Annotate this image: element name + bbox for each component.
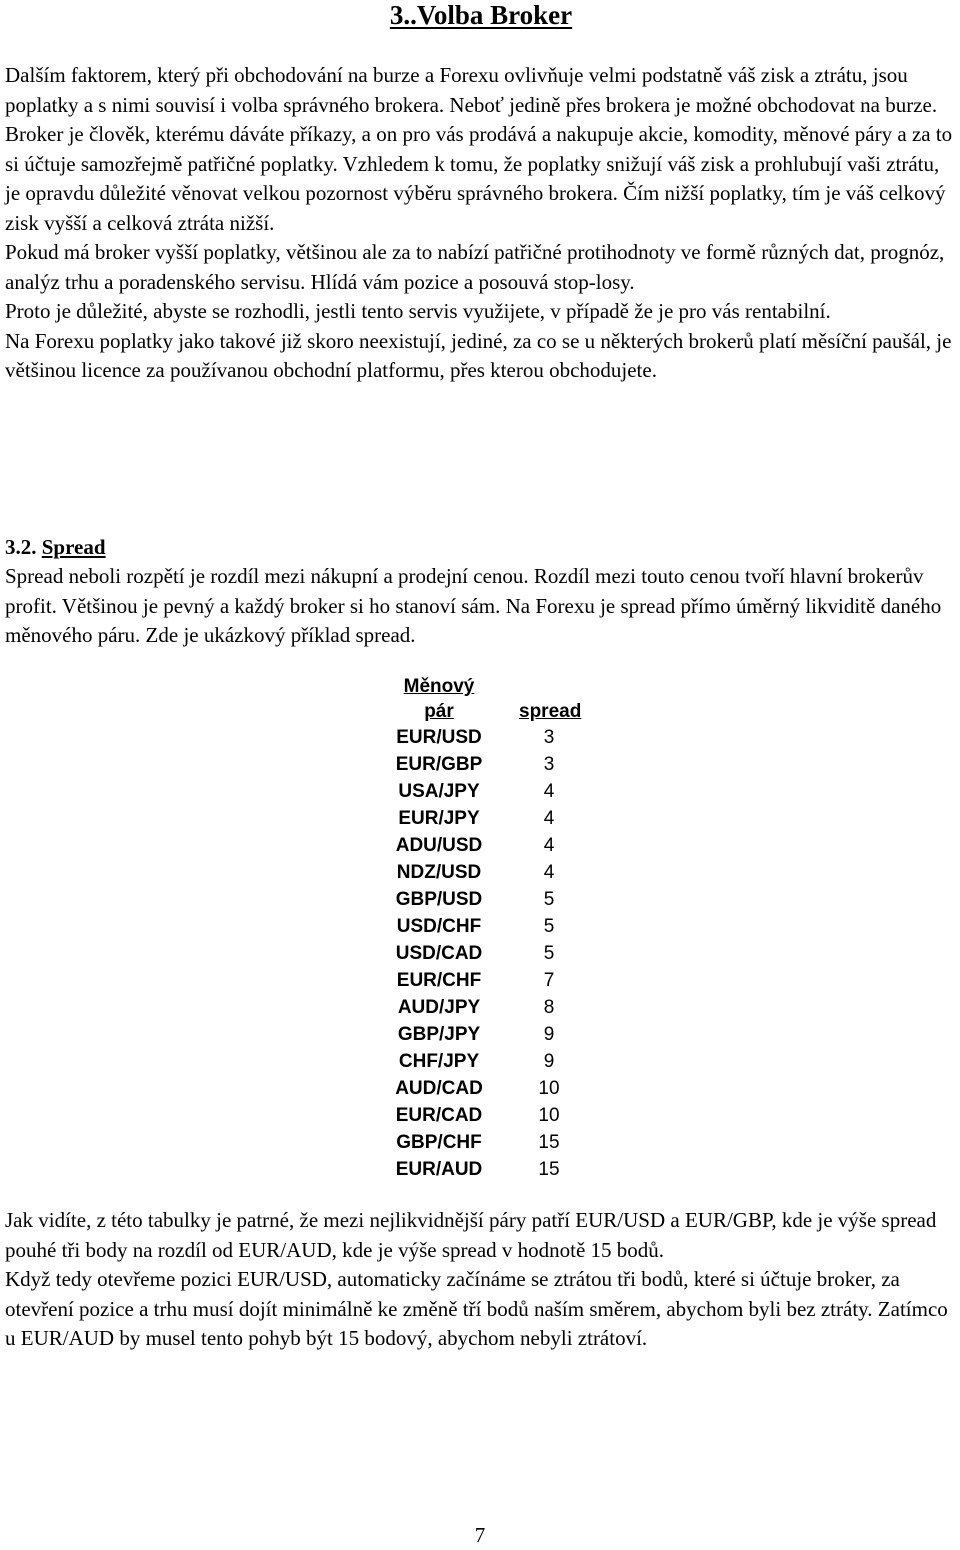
cell-pair: CHF/JPY	[398, 1051, 480, 1072]
table-row	[383, 886, 609, 913]
cell-pair: EUR/CHF	[396, 970, 482, 991]
cell-spread: 10	[538, 1078, 560, 1099]
cell-spread: 4	[543, 835, 555, 856]
table-row	[383, 994, 609, 1021]
cell-pair: USD/CHF	[396, 916, 482, 937]
table-row	[383, 1129, 609, 1156]
cell-spread: 5	[543, 916, 555, 937]
cell-spread: 4	[543, 808, 555, 829]
table-row	[383, 778, 609, 805]
table-row	[383, 832, 609, 859]
table-row	[383, 967, 609, 994]
table-row	[383, 1102, 609, 1129]
section-title: Spread	[41, 535, 106, 559]
section-number: 3.2.	[5, 535, 37, 559]
cell-spread: 15	[538, 1132, 560, 1153]
table-row	[383, 1156, 609, 1183]
paragraph: Když tedy otevřeme pozici EUR/USD, automaticky začínáme se ztrátou tři bodů, které si účtuje broker, za otevření pozice a trhu musí dojít minimálně ke změně tří bodů naším směrem, abychom byli bez ztráty. Zatímco u EUR/AUD by musel tento pohyb být 15 bodový, abychom nebyli ztrátoví.	[5, 1267, 948, 1350]
table-header-row	[383, 672, 609, 724]
cell-pair: EUR/USD	[396, 727, 482, 748]
cell-pair: USA/JPY	[398, 781, 480, 802]
paragraph: Proto je důležité, abyste se rozhodli, jestli tento servis využijete, v případě že je pro vás rentabilní.	[5, 299, 831, 323]
cell-spread: 8	[543, 997, 555, 1018]
spread-table	[383, 672, 609, 1183]
table-row	[383, 724, 609, 751]
page-number: 7	[474, 1523, 486, 1547]
table-row	[383, 751, 609, 778]
cell-spread: 9	[543, 1051, 555, 1072]
cell-spread: 4	[543, 781, 555, 802]
column-header-pair-line1: Měnový	[403, 676, 475, 697]
cell-pair: EUR/CAD	[395, 1105, 483, 1126]
table-row	[383, 805, 609, 832]
cell-pair: AUD/CAD	[395, 1078, 483, 1099]
paragraph: Dalším faktorem, který při obchodování na burze a Forexu ovlivňuje velmi podstatně váš zisk a ztrátu, jsou poplatky a s nimi souvisí i volba správného brokera. Neboť jedině přes brokera je možné obchodovat na burze. Broker je člověk, kterému dáváte příkazy, a on pro vás prodává a nakupuje akcie, komodity, měnové páry a za to si účtuje samozřejmě patřičné poplatky. Vzhledem k tomu, že poplatky snižují váš zisk a prohlubují vaši ztrátu, je opravdu důležité věnovat velkou pozornost výběru správného brokera. Čím nižší poplatky, tím je váš celkový zisk vyšší a celková ztráta nižší.	[5, 63, 953, 235]
page-title: 3..Volba Broker	[389, 0, 573, 30]
cell-spread: 10	[538, 1105, 560, 1126]
cell-pair: GBP/JPY	[397, 1024, 481, 1045]
cell-pair: ADU/USD	[395, 835, 483, 856]
cell-spread: 15	[538, 1159, 560, 1180]
cell-spread: 3	[543, 727, 555, 748]
cell-spread: 3	[543, 754, 555, 775]
column-header-pair	[383, 674, 495, 724]
cell-pair: GBP/CHF	[396, 1132, 482, 1153]
intro-text	[5, 61, 957, 386]
paragraph: Spread neboli rozpětí je rozdíl mezi nákupní a prodejní cenou. Rozdíl mezi touto cenou tvoří hlavní brokerův profit. Většinou je pevný a každý broker si ho stanoví sám. Na Forexu je spread přímo úměrný likviditě daného měnového páru. Zde je ukázkový příklad spread.	[5, 564, 942, 647]
cell-spread: 7	[543, 970, 555, 991]
cell-pair: EUR/GBP	[395, 754, 483, 775]
cell-pair: EUR/AUD	[395, 1159, 483, 1180]
conclusion-text	[5, 1206, 957, 1354]
table-row	[383, 1021, 609, 1048]
cell-spread: 4	[543, 862, 555, 883]
spread-text	[5, 562, 957, 651]
cell-pair: AUD/JPY	[397, 997, 481, 1018]
paragraph: Pokud má broker vyšší poplatky, většinou ale za to nabízí patřičné protihodnoty ve formě různých dat, prognóz, analýz trhu a poradenského servisu. Hlídá vám pozice a posouvá stop-losy.	[5, 240, 945, 294]
cell-pair: EUR/JPY	[398, 808, 480, 829]
cell-spread: 9	[543, 1024, 555, 1045]
table-row	[383, 940, 609, 967]
table-row	[383, 1075, 609, 1102]
cell-pair: GBP/USD	[395, 889, 483, 910]
column-header-pair-line2: pár	[424, 701, 454, 722]
document-page	[5, 0, 957, 1350]
table-row	[383, 1048, 609, 1075]
column-header-spread: spread	[519, 701, 582, 722]
paragraph: Jak vidíte, z této tabulky je patrné, že mezi nejlikvidnější páry patří EUR/USD a EUR/GBP, kde je výše spread pouhé tři body na rozdíl od EUR/AUD, kde je výše spread v hodnotě 15 bodů.	[5, 1208, 937, 1262]
section-heading	[5, 533, 106, 562]
cell-pair: USD/CAD	[395, 943, 483, 964]
table-row	[383, 913, 609, 940]
cell-spread: 5	[543, 943, 555, 964]
cell-pair: NDZ/USD	[396, 862, 482, 883]
table-row	[383, 859, 609, 886]
paragraph: Na Forexu poplatky jako takové již skoro neexistují, jediné, za co se u některých brokerů platí měsíční paušál, je většinou licence za používanou obchodní platformu, přes kterou obchodujete.	[5, 328, 952, 382]
cell-spread: 5	[543, 889, 555, 910]
table-body	[383, 724, 609, 1183]
